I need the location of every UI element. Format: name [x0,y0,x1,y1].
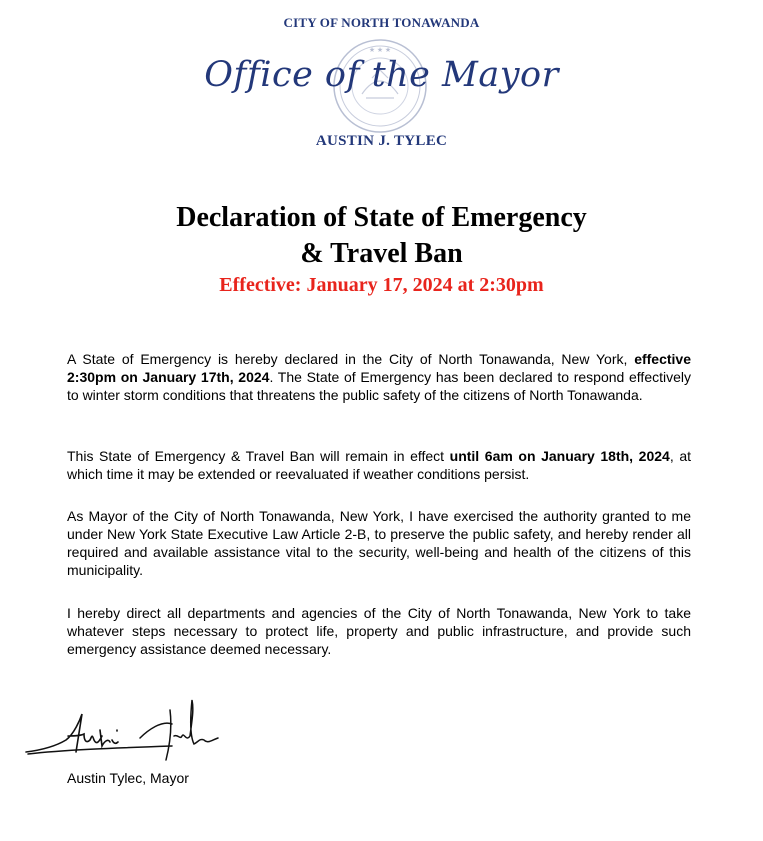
signer-name: Austin Tylec, Mayor [67,770,189,786]
svg-text:★ ★ ★: ★ ★ ★ [368,46,392,54]
paragraph-4-text: I hereby direct all departments and agencies of the City of North Tonawanda, New York to take whatever steps necessary to protect life, property and public infrastructure, and provide such emergency assistance deemed necessary. [67,605,691,657]
paragraph-3-text: As Mayor of the City of North Tonawanda, New York, I have exercised the authority granted to me under New York State Executive Law Article 2-B, to preserve the public safety, and hereby render all required and available assistance vital to the security, well-being and health of the citizens of this municipality. [67,508,691,578]
paragraph-declaration [67,350,691,404]
paragraph-1-text-b: . The State of Emergency has been declared to respond effectively to winter storm conditions that threatens the public safety of the citizens of North Tonawanda. [67,369,692,403]
effective-date: Effective: January 17, 2024 at 2:30pm [219,274,544,296]
mayor-signature [22,690,232,770]
letterhead-city: CITY OF NORTH TONAWANDA [283,15,480,30]
paragraph-direction [67,604,691,658]
paragraph-duration [67,447,691,483]
office-of-the-mayor-title: Office of the Mayor [204,55,559,95]
paragraph-authority [67,507,691,579]
paragraph-2-text-a: This State of Emergency & Travel Ban will remain in effect [67,448,450,464]
declaration-title [0,200,763,272]
paragraph-1-text-a: A State of Emergency is hereby declared in the City of North Tonawanda, New York, [67,351,635,367]
paragraph-2-bold: until 6am on January 18th, 2024 [449,448,670,464]
paragraph-2-text-b: , at which time it may be extended or reevaluated if weather conditions persist. [67,448,691,482]
letterhead-mayor-name: AUSTIN J. TYLEC [315,133,448,149]
declaration-title-line-1: Declaration of State of Emergency [176,202,587,233]
declaration-title-line-2: & Travel Ban [300,238,463,269]
paragraph-1-bold: effective 2:30pm on January 17th, 2024 [67,351,691,385]
